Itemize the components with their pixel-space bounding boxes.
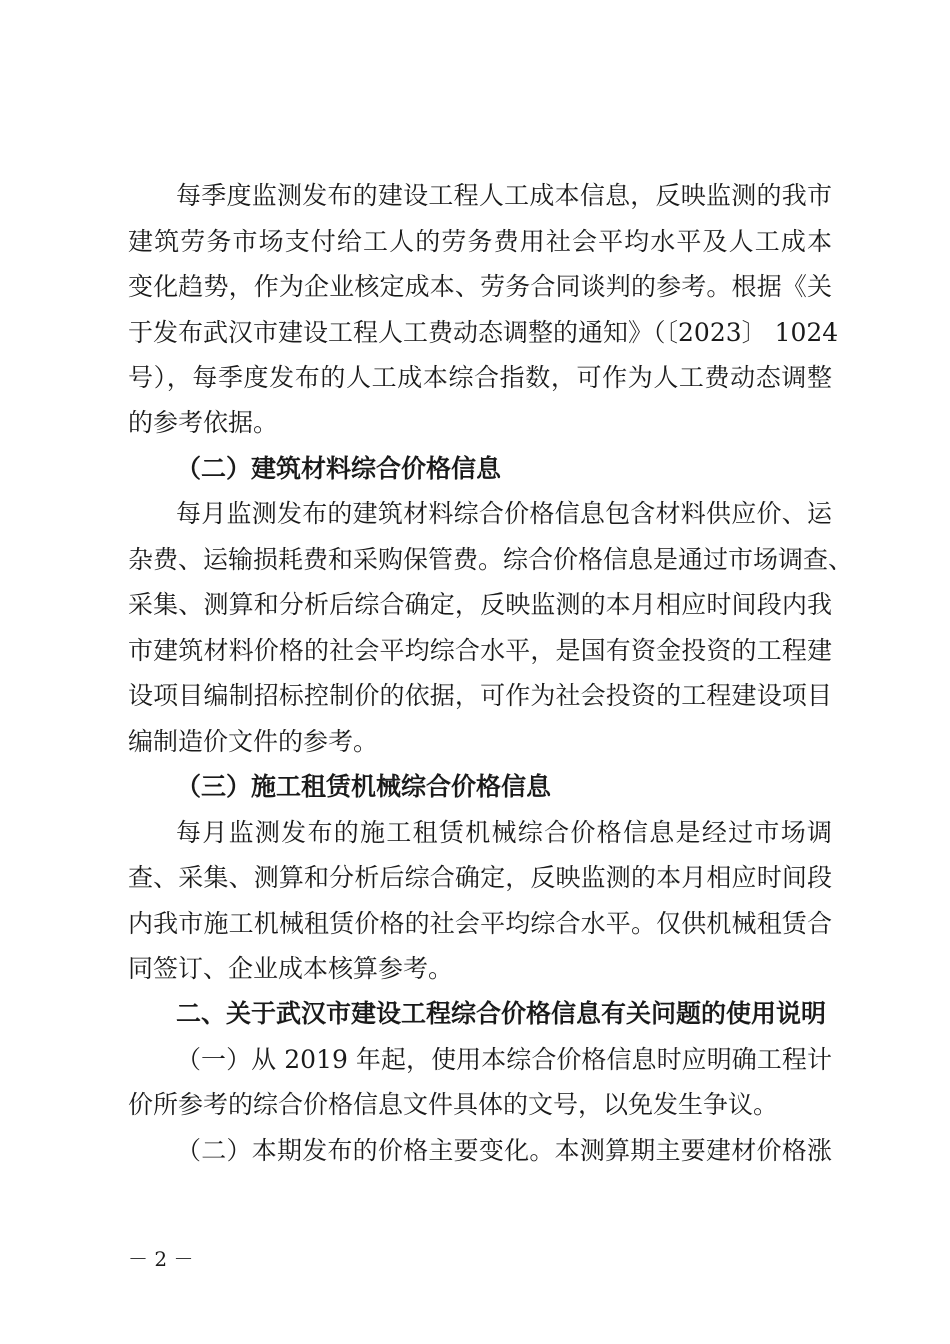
page-number: － 2 － [128, 1247, 194, 1271]
paragraph-labor-line-6: 的参考依据。 [128, 408, 279, 437]
paragraph-machinery-line-1: 每月监测发布的施工租赁机械综合价格信息是经过市场调 [176, 818, 832, 847]
paragraph-machinery-line-4: 同签订、企业成本核算参考。 [128, 954, 454, 983]
paragraph-materials-line-1: 每月监测发布的建筑材料综合价格信息包含材料供应价、运 [176, 499, 832, 528]
paragraph-machinery-line-2: 查、采集、测算和分析后综合确定，反映监测的本月相应时间段 [128, 863, 832, 892]
paragraph-labor-line-3: 变化趋势，作为企业核定成本、劳务合同谈判的参考。根据《关 [128, 272, 832, 301]
paragraph-materials-line-2: 杂费、运输损耗费和采购保管费。综合价格信息是通过市场调查、 [128, 545, 854, 574]
section-heading-machinery: （三）施工租赁机械综合价格信息 [176, 772, 552, 801]
paragraph-labor-line-5: 号），每季度发布的人工成本综合指数，可作为人工费动态调整 [128, 363, 832, 392]
paragraph-labor-line-4: 于发布武汉市建设工程人工费动态调整的通知》（〔2023〕 1024 [128, 318, 839, 347]
paragraph-materials-line-4: 市建筑材料价格的社会平均综合水平，是国有资金投资的工程建 [128, 636, 832, 665]
paragraph-usage-2-line-1: （二）本期发布的价格主要变化。本测算期主要建材价格涨 [176, 1136, 832, 1165]
paragraph-usage-1-line-2: 价所参考的综合价格信息文件具体的文号，以免发生争议。 [128, 1090, 779, 1119]
paragraph-labor-line-1: 每季度监测发布的建设工程人工成本信息，反映监测的我市 [176, 181, 832, 210]
paragraph-materials-line-5: 设项目编制招标控制价的依据，可作为社会投资的工程建设项目 [128, 681, 832, 710]
section-heading-materials: （二）建筑材料综合价格信息 [176, 454, 502, 483]
paragraph-labor-line-2: 建筑劳务市场支付给工人的劳务费用社会平均水平及人工成本 [128, 227, 832, 256]
section-heading-usage-notes: 二、关于武汉市建设工程综合价格信息有关问题的使用说明 [176, 999, 827, 1028]
paragraph-materials-line-3: 采集、测算和分析后综合确定，反映监测的本月相应时间段内我 [128, 590, 832, 619]
paragraph-materials-line-6: 编制造价文件的参考。 [128, 727, 379, 756]
paragraph-machinery-line-3: 内我市施工机械租赁价格的社会平均综合水平。仅供机械租赁合 [128, 909, 832, 938]
paragraph-usage-1-line-1: （一）从 2019 年起，使用本综合价格信息时应明确工程计 [176, 1045, 832, 1074]
